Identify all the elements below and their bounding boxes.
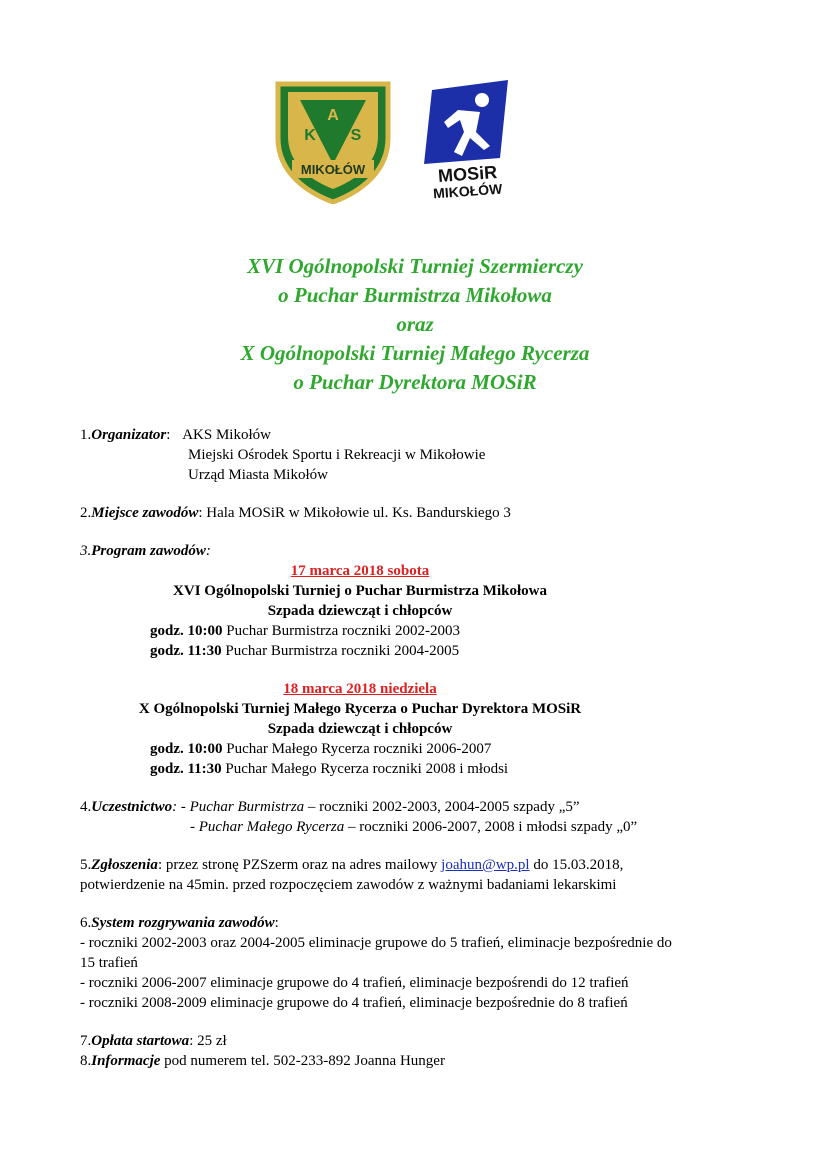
day1-category: Szpada dziewcząt i chłopców xyxy=(267,603,453,619)
info-value: pod numerem tel. 502-233-892 Joanna Hunger xyxy=(160,1053,445,1069)
title-line-5: o Puchar Dyrektora MOSiR xyxy=(293,370,537,394)
info-label: Informacje xyxy=(91,1053,161,1069)
aks-letter-s: S xyxy=(350,127,362,144)
section-organizer: 1.Organizator: AKS Mikołów xyxy=(80,427,271,443)
fee-value: : 25 zł xyxy=(189,1033,227,1049)
aks-text: MIKOŁÓW xyxy=(300,162,366,177)
section-system: 6.System rozgrywania zawodów: xyxy=(80,915,279,931)
system-line-1b: 15 trafień xyxy=(80,955,138,971)
aks-letter-k: K xyxy=(304,127,316,144)
day1-item-1: godz. 10:00 Puchar Burmistrza roczniki 2002-2003 xyxy=(150,623,460,639)
email-link[interactable]: joahun@wp.pl xyxy=(441,857,530,873)
registration-label: Zgłoszenia xyxy=(91,857,158,873)
organizer-line-2: Miejski Ośrodek Sportu i Rekreacji w Mikołowie xyxy=(188,447,486,463)
system-line-1a: - roczniki 2002-2003 oraz 2004-2005 eliminacje grupowe do 5 trafień, eliminacje bezpośrednie do xyxy=(80,935,672,951)
system-line-3: - roczniki 2008-2009 eliminacje grupowe do 4 trafień, eliminacje bezpośrednie do 8 trafień xyxy=(80,995,628,1011)
venue-label: Miejsce zawodów xyxy=(91,505,199,521)
day2-category: Szpada dziewcząt i chłopców xyxy=(267,721,453,737)
aks-letter-a: A xyxy=(327,107,339,124)
document-body xyxy=(80,425,760,1071)
title-line-2: o Puchar Burmistrza Mikołowa xyxy=(278,283,552,307)
title-line-4: X Ogólnopolski Turniej Małego Rycerza xyxy=(240,341,590,365)
organizer-line-3: Urząd Miasta Mikołów xyxy=(188,467,328,483)
system-label: System rozgrywania zawodów xyxy=(91,915,275,931)
day2-date: 18 marca 2018 niedziela xyxy=(283,681,437,697)
title-line-3: oraz xyxy=(396,312,434,336)
mosir-mikolow-logo xyxy=(420,80,515,202)
document-title xyxy=(0,252,826,397)
day2-item-1: godz. 10:00 Puchar Małego Rycerza roczniki 2006-2007 xyxy=(150,741,492,757)
program-label: Program zawodów xyxy=(91,543,206,559)
registration-line-2: potwierdzenie na 45min. przed rozpoczęciem zawodów z ważnymi badaniami lekarskimi xyxy=(80,877,617,893)
section-participation: 4.Uczestnictwo: - Puchar Burmistrza – roczniki 2002-2003, 2004-2005 szpady „5” xyxy=(80,799,580,815)
organizer-line-1: AKS Mikołów xyxy=(182,427,271,443)
section-info: 8.Informacje pod numerem tel. 502-233-892 Joanna Hunger xyxy=(80,1053,445,1069)
day1-date: 17 marca 2018 sobota xyxy=(290,563,430,579)
title-line-1: XVI Ogólnopolski Turniej Szermierczy xyxy=(247,254,583,278)
day1-item-2: godz. 11:30 Puchar Burmistrza roczniki 2004-2005 xyxy=(150,643,460,659)
fee-label: Opłata startowa xyxy=(91,1033,190,1049)
section-program: 3.Program zawodów: xyxy=(80,543,211,559)
mosir-text-line2: MIKOŁÓW xyxy=(432,180,503,202)
day2-item-2: godz. 11:30 Puchar Małego Rycerza roczniki 2008 i młodsi xyxy=(150,761,509,777)
system-line-2: - roczniki 2006-2007 eliminacje grupowe do 4 trafień, eliminacje bezpośrendi do 12 trafień xyxy=(80,975,629,991)
logos xyxy=(270,80,530,210)
participation-label: Uczestnictwo xyxy=(91,799,173,815)
venue-value: : Hala MOSiR w Mikołowie ul. Ks. Bandurskiego 3 xyxy=(198,505,511,521)
organizer-label: Organizator xyxy=(91,427,167,443)
day1-tournament: XVI Ogólnopolski Turniej o Puchar Burmistrza Mikołowa xyxy=(173,583,547,599)
section-venue: 2.Miejsce zawodów: Hala MOSiR w Mikołowie ul. Ks. Bandurskiego 3 xyxy=(80,505,511,521)
aks-mikolow-logo xyxy=(274,80,392,204)
day2-tournament: X Ogólnopolski Turniej Małego Rycerza o Puchar Dyrektora MOSiR xyxy=(138,701,582,717)
section-registration: 5.Zgłoszenia: przez stronę PZSzerm oraz na adres mailowy joahun@wp.pl do 15.03.2018, xyxy=(80,857,624,873)
participation-line-2: - Puchar Małego Rycerza – roczniki 2006-2007, 2008 i młodsi szpady „0” xyxy=(190,819,638,835)
section-fee: 7.Opłata startowa: 25 zł xyxy=(80,1033,227,1049)
mosir-text-line1: MOSiR xyxy=(437,161,498,187)
